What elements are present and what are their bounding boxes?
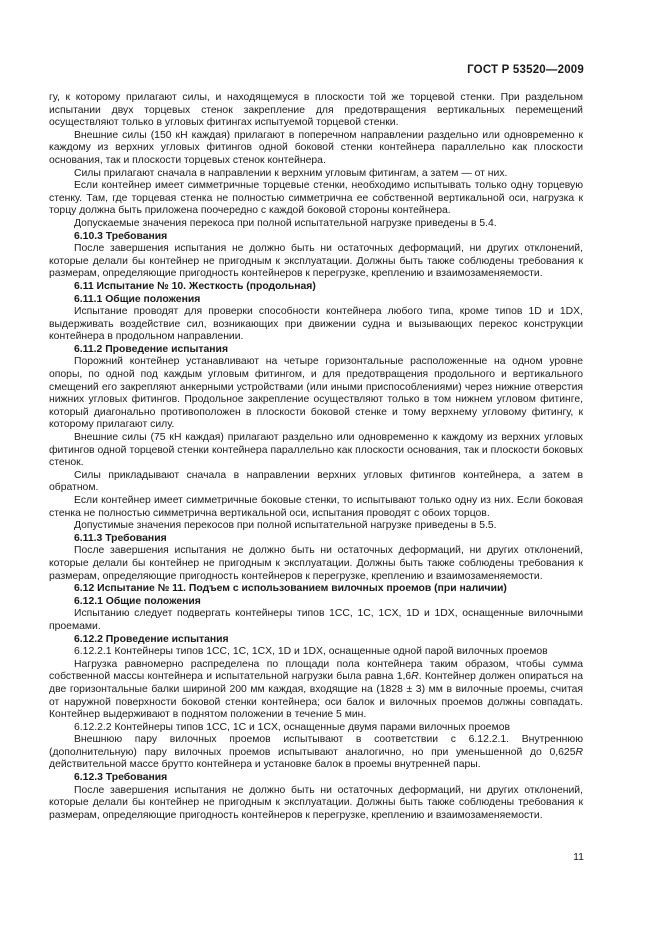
paragraph: После завершения испытания не должно быть ни остаточных деформаций, ни других отклонений, которые делали бы контейнер не пригодным к эксплуатации. Должны быть также соблюдены требования к размерам, определяющие пригодность контейнеров к перегрузке, креплению и взаимозаменяемости. [49, 784, 583, 821]
paragraph: Допустимые значения перекосов при полной испытательной нагрузке приведены в 5.5. [74, 520, 497, 532]
section-heading: 6.11 Испытание № 10. Жесткость (продольная) [74, 280, 316, 292]
paragraph-text: . Контейнер должен опираться на две горизонтальные балки шириной 200 мм каждая, входящие на (1828 ± 3) мм в вилочные проемы, считая от наружной поверхности боковой стенки контейнера; оси балок и вилочных проемов должны совпадать. Контейнер выдерживают в поднятом положении в течение 5 мин. [49, 671, 583, 721]
paragraph: 6.12.2.2 Контейнеры типов 1CC, 1C и 1CX, оснащенные двумя парами вилочных проемов [74, 721, 511, 733]
section-heading: 6.11.2 Проведение испытания [74, 343, 229, 355]
paragraph-text: действительной массе брутто контейнера и установке балок в проемы внутренней пары. [49, 759, 481, 771]
section-heading: 6.11.1 Общие положения [74, 293, 201, 305]
paragraph: Внешние силы (150 кН каждая) прилагают в поперечном направлении раздельно или одновременно к каждому из верхних угловых фитингов одной боковой стенки контейнера параллельно как плоскости основания, так и плоскости торцевых стенок контейнера. [49, 129, 583, 166]
paragraph: Допускаемые значения перекоса при полной испытательной нагрузке приведены в 5.4. [74, 217, 497, 229]
variable-symbol: R [411, 671, 419, 683]
section-heading: 6.11.3 Требования [74, 532, 167, 544]
paragraph: После завершения испытания не должно быть ни остаточных деформаций, ни других отклонений, которые делали бы контейнер не пригодным к эксплуатации. Должны быть также соблюдены требования к размерам, определяющие пригодность контейнеров к перегрузке, креплению и взаимозаменяемости. [49, 545, 583, 582]
paragraph: Порожний контейнер устанавливают на четыре горизонтальные расположенные на одном уровне опоры, по одной под каждым угловым фитингом, и для предотвращения продольного и вертикального смещений его закрепляют анкерными устройствами (или иными приспособлениями) через нижние отверстия нижних угловых фитингов. Продольное закрепление осуществляют только в том нижнем угловом фитинге, который диагонально противоположен в плоскости боковой стенке и тому верхнему угловому фитингу, к которому прилагают силу. [49, 356, 583, 431]
paragraph: Если контейнер имеет симметричные торцевые стенки, необходимо испытывать только одну торцевую стенку. Там, где торцевая стенка не полностью симметрична ее собственной вертикальной оси, нагрузка к торцу должна быть приложена поочередно с каждой боковой стороны контейнера. [49, 180, 583, 217]
section-heading: 6.12.3 Требования [74, 772, 168, 784]
section-heading: 6.10.3 Требования [74, 230, 168, 242]
paragraph: Внешние силы (75 кН каждая) прилагают раздельно или одновременно к каждому из верхних угловых фитингов одной торцевой стенки контейнера параллельно как плоскости основания, так и плоскости боковых стенок. [49, 432, 583, 469]
section-heading: 6.12 Испытание № 11. Подъем с использованием вилочных проемов (при наличии) [74, 583, 507, 595]
paragraph-text: Внешнюю пару вилочных проемов испытывают в соответствии с 6.12.2.1. Внутреннюю (дополнительную) пару вилочных проемов испытывают аналогично, но при уменьшенной до 0,625 [49, 734, 583, 758]
paragraph: После завершения испытания не должно быть ни остаточных деформаций, ни других отклонений, которые делали бы контейнер не пригодным к эксплуатации. Должны быть также соблюдены требования к размерам, определяющие пригодность контейнеров к перегрузке, креплению и взаимозаменяемости. [49, 243, 583, 280]
document-code: ГОСТ Р 53520—2009 [467, 64, 584, 76]
paragraph: Испытание проводят для проверки способности контейнера любого типа, кроме типов 1D и 1DX, выдерживать воздействие сил, возникающих при движении судна и вызывающих перекос конструкции контейнера в продольном направлении. [49, 306, 583, 343]
page-number: 11 [573, 851, 584, 863]
section-heading: 6.12.2 Проведение испытания [74, 633, 229, 645]
variable-symbol: R [575, 746, 583, 758]
paragraph: Силы прилагают сначала в направлении к верхним угловым фитингам, а затем — от них. [74, 167, 508, 179]
paragraph [49, 734, 583, 772]
document-body [49, 92, 583, 822]
paragraph [49, 659, 583, 722]
paragraph: Испытанию следует подвергать контейнеры типов 1CC, 1C, 1CX, 1D и 1DX, оснащенные вилочными проемами. [49, 608, 583, 632]
paragraph: Силы прикладывают сначала в направлении верхних угловых фитингов контейнера, а затем в обратном. [49, 469, 583, 494]
paragraph: 6.12.2.1 Контейнеры типов 1CC, 1C, 1CX, 1D и 1DX, оснащенные одной парой вилочных проемов [74, 646, 548, 658]
continued-paragraph: гу, к которому прилагают силы, и находящемуся в плоскости той же торцевой стенки. При раздельном испытании двух торцевых стенок закрепление для предотвращения вертикальных перемещений осуществляют только в угловых фитингах испытуемой торцевой стенки. [49, 92, 583, 129]
paragraph-text: Нагрузка равномерно распределена по площади пола контейнера таким образом, чтобы сумма собственной массы контейнера и испытательной нагрузки была равна 1,6 [49, 658, 583, 683]
section-heading: 6.12.1 Общие положения [74, 595, 201, 607]
paragraph: Если контейнер имеет симметричные боковые стенки, то испытывают только одну из них. Если боковая стенка не полностью симметрична вертикальной оси, испытания проводят с обоих торцов. [49, 495, 583, 519]
